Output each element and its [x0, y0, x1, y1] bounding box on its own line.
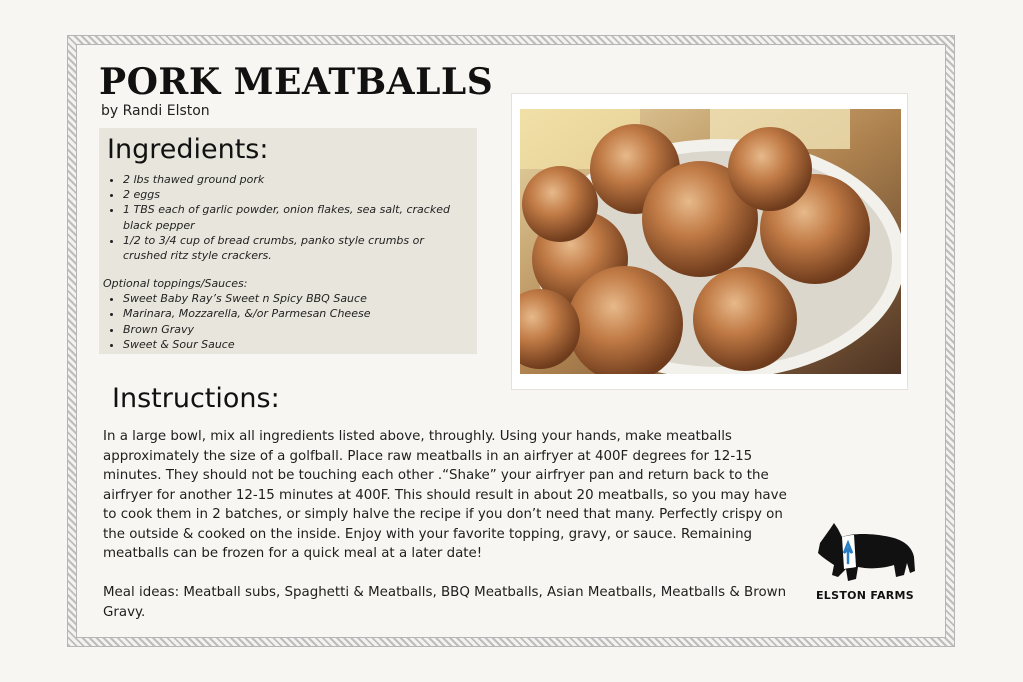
topping-item: • Sweet & Sour Sauce — [123, 337, 469, 352]
topping-item: • Marinara, Mozzarella, &/or Parmesan Cheese — [123, 306, 469, 321]
ingredient-item: • 2 lbs thawed ground pork — [123, 172, 469, 187]
optional-toppings-label: Optional toppings/Sauces: — [103, 277, 248, 291]
ingredient-item: • 1 TBS each of garlic powder, onion flakes, sea salt, cracked black pepper — [123, 202, 469, 232]
recipe-title: PORK MEATBALLS — [99, 61, 494, 103]
logo-text: ELSTON FARMS — [815, 589, 915, 602]
meal-ideas-text: Meal ideas: Meatball subs, Spaghetti & Meatballs, BBQ Meatballs, Asian Meatballs, Meatballs & Brown Gravy. — [103, 585, 787, 620]
ingredient-item: • 2 eggs — [123, 187, 469, 202]
topping-item: • Sweet Baby Ray’s Sweet n Spicy BBQ Sauce — [123, 291, 469, 306]
ingredients-list — [103, 172, 469, 263]
ingredients-heading: Ingredients: — [107, 134, 269, 165]
photo-frame — [511, 93, 908, 390]
ingredients-panel — [99, 128, 477, 354]
ingredient-item: • 1/2 to 3/4 cup of bread crumbs, panko style crumbs or crushed ritz style crackers. — [123, 233, 469, 263]
recipe-author: by Randi Elston — [101, 103, 210, 119]
pig-icon — [812, 515, 920, 589]
topping-item: • Brown Gravy — [123, 322, 469, 337]
optional-toppings-list — [103, 291, 469, 352]
instructions-heading: Instructions: — [112, 383, 280, 414]
meatballs-photo — [520, 109, 901, 374]
elston-farms-logo — [812, 515, 920, 610]
instructions-text: In a large bowl, mix all ingredients listed above, throughly. Using your hands, make meatballs approximately the size of a golfball. Place raw meatballs in an airfryer at 400F degrees for 12-15 minutes. They should not be touching each other .“Shake” your airfryer pan and return back to the airfryer for another 12-15 minutes at 400F. This should result in about 20 meatballs, so you may have to cook them in 2 batches, or simply halve the recipe if you don’t need that many. Perfectly crispy on the outside & cooked on the inside. Enjoy with your favorite topping, gravy, or sauce. Remaining meatballs can be frozen for a quick meal at a later date! — [103, 429, 787, 561]
